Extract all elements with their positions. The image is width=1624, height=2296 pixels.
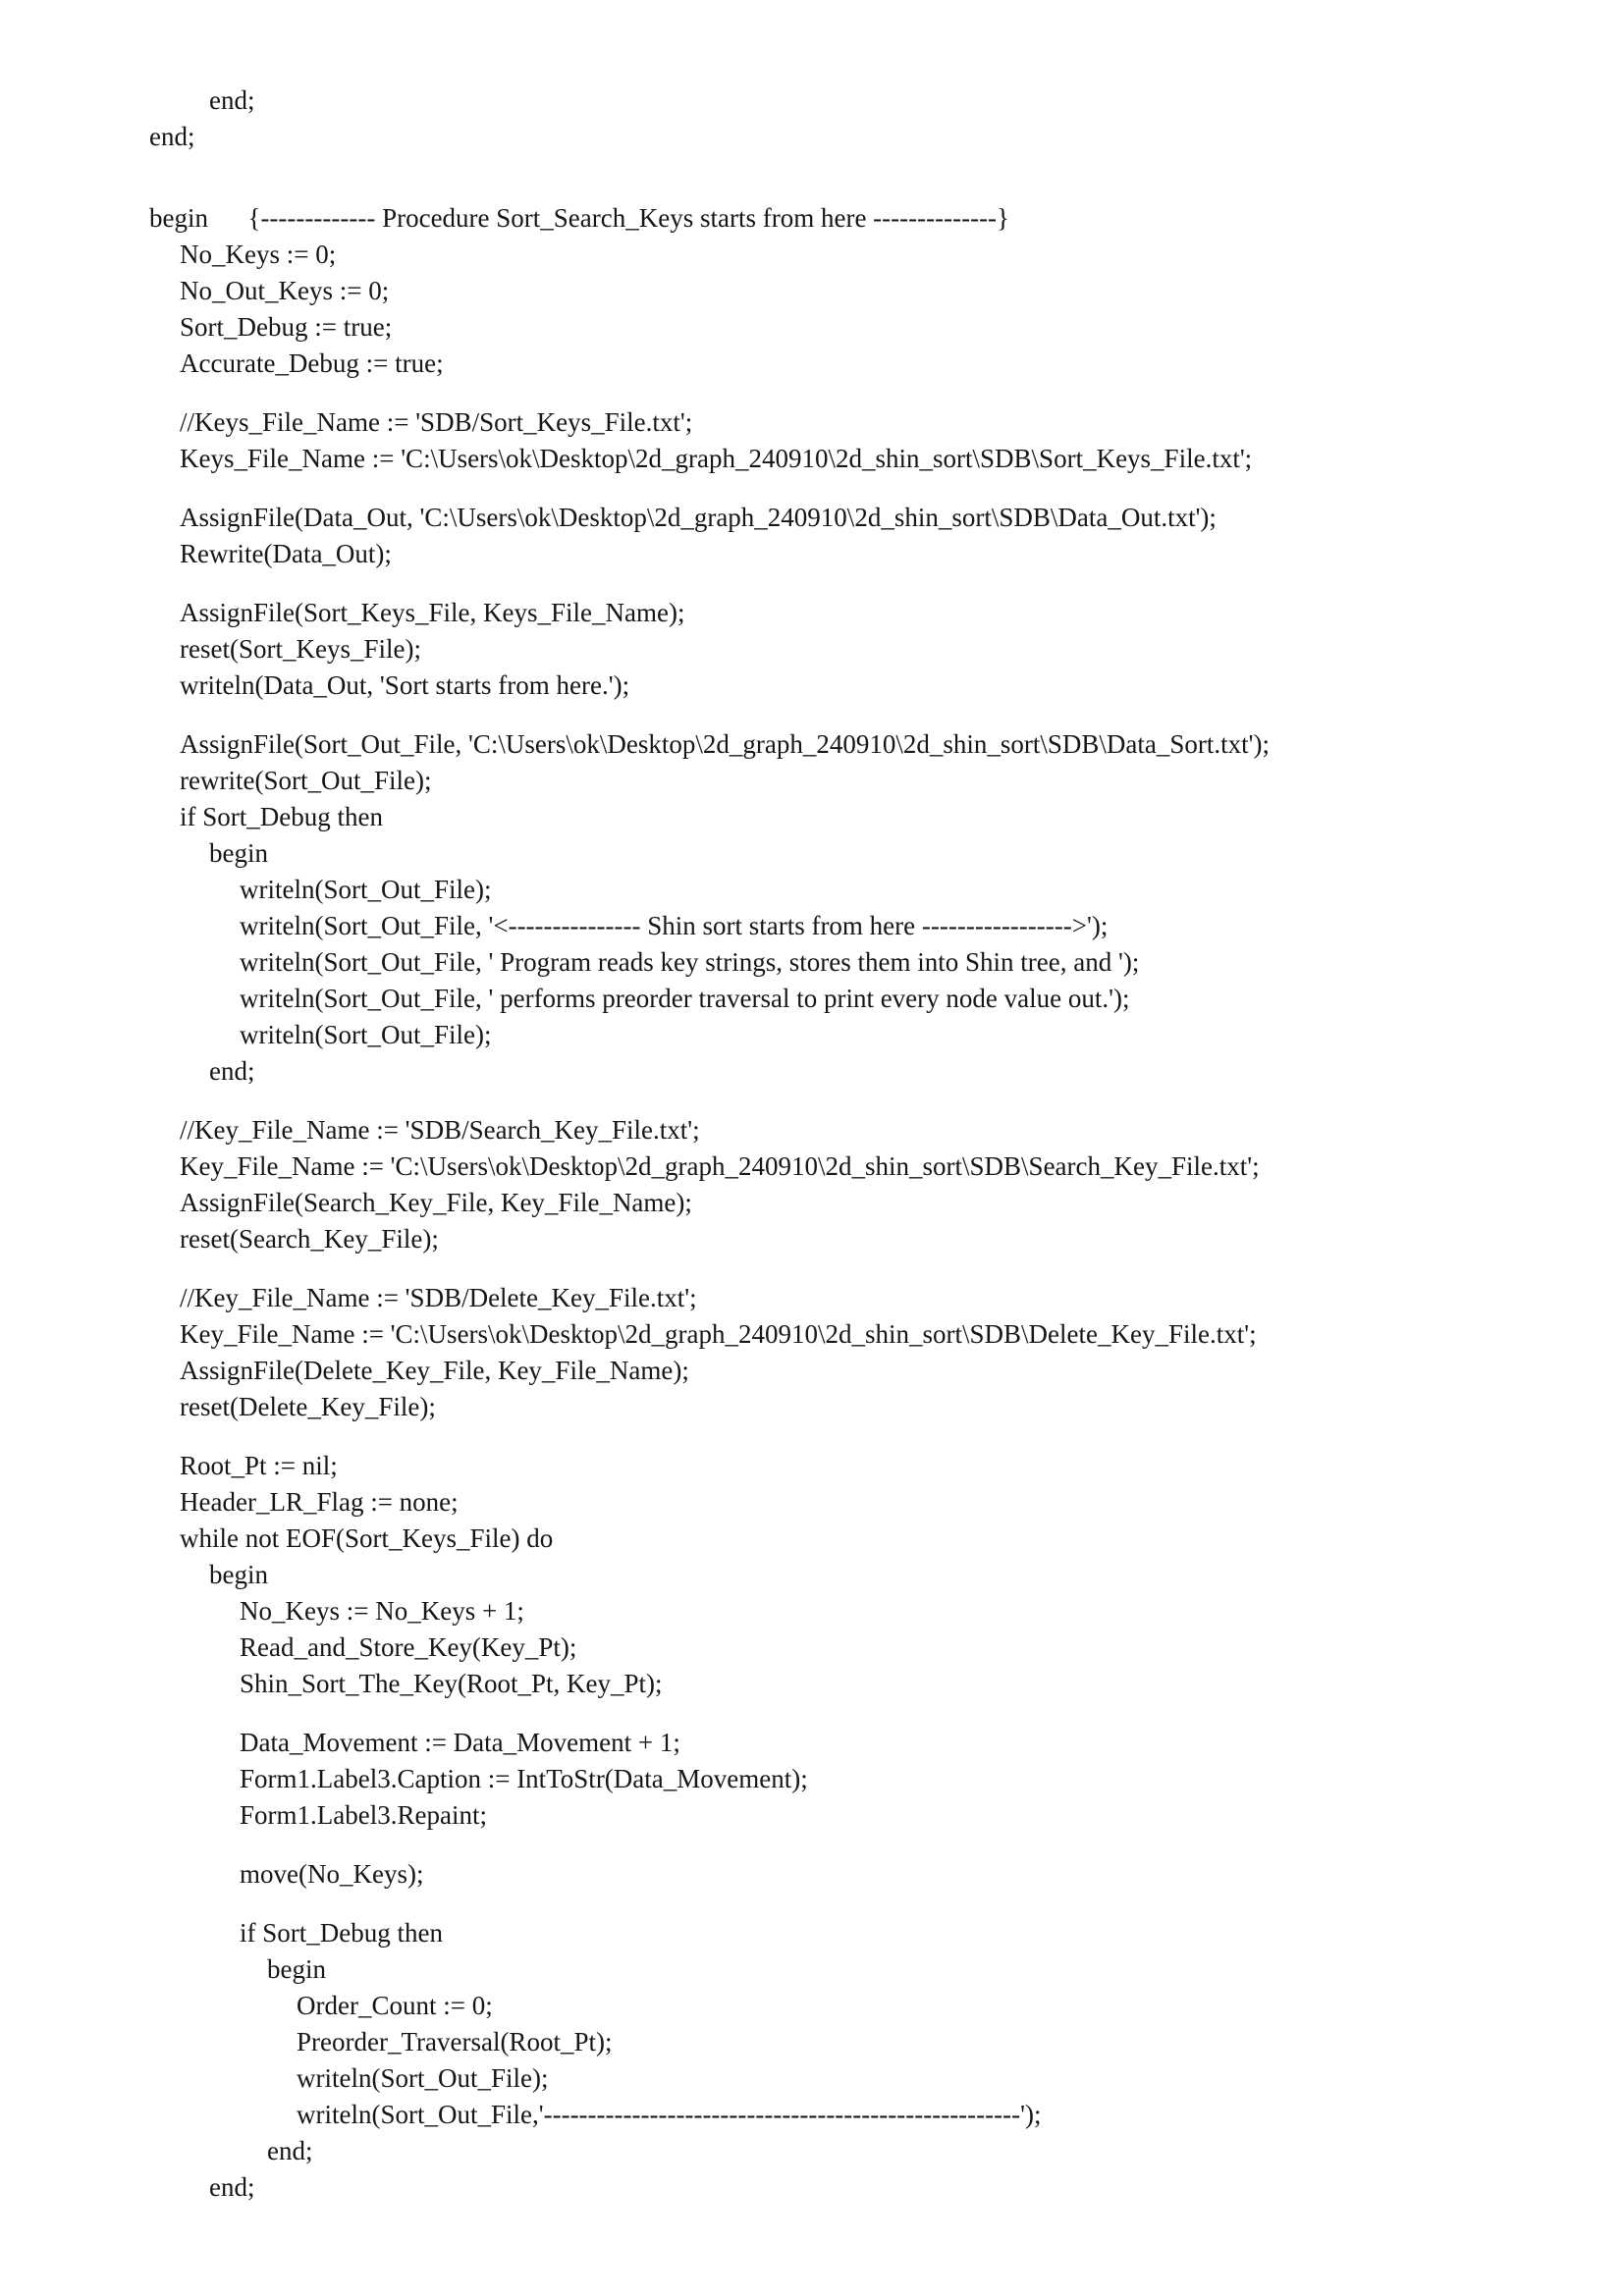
code-line: AssignFile(Data_Out, 'C:\Users\ok\Desktop\2d_graph_240910\2d_shin_sort\SDB\Data_Out.txt'); — [180, 503, 1217, 532]
code-line: Key_File_Name := 'C:\Users\ok\Desktop\2d_graph_240910\2d_shin_sort\SDB\Delete_Key_File.txt'; — [180, 1319, 1257, 1349]
code-blank-line — [0, 178, 1624, 200]
code-line: Read_and_Store_Key(Key_Pt); — [240, 1632, 577, 1662]
code-line: if Sort_Debug then — [240, 1918, 443, 1948]
code-line: Sort_Debug := true; — [180, 312, 393, 342]
code-page — [0, 82, 1624, 2206]
code-line: reset(Search_Key_File); — [180, 1224, 439, 1254]
code-line: Rewrite(Data_Out); — [180, 539, 392, 568]
code-line: end; — [267, 2136, 313, 2165]
code-line: No_Out_Keys := 0; — [180, 276, 390, 305]
code-line: Order_Count := 0; — [297, 1991, 493, 2020]
code-line: reset(Sort_Keys_File); — [180, 634, 421, 664]
code-line: Shin_Sort_The_Key(Root_Pt, Key_Pt); — [240, 1669, 663, 1698]
code-line: No_Keys := No_Keys + 1; — [240, 1596, 524, 1626]
code-blank-line — [0, 1425, 1624, 1448]
code-line: Form1.Label3.Repaint; — [240, 1800, 487, 1830]
code-blank-line — [0, 382, 1624, 404]
code-line: begin — [209, 1560, 268, 1589]
code-line: AssignFile(Sort_Keys_File, Keys_File_Name); — [180, 598, 685, 627]
code-line: end; — [149, 122, 195, 151]
code-line: AssignFile(Search_Key_File, Key_File_Name); — [180, 1188, 692, 1217]
code-blank-line — [0, 572, 1624, 595]
code-blank-line — [0, 477, 1624, 500]
code-line: //Keys_File_Name := 'SDB/Sort_Keys_File.txt'; — [180, 407, 693, 437]
code-blank-line — [0, 704, 1624, 726]
code-line: begin — [209, 838, 268, 868]
code-line: AssignFile(Sort_Out_File, 'C:\Users\ok\Desktop\2d_graph_240910\2d_shin_sort\SDB\Data_Sort.txt'); — [180, 729, 1270, 759]
code-blank-line — [0, 1702, 1624, 1725]
code-line: AssignFile(Delete_Key_File, Key_File_Name); — [180, 1356, 689, 1385]
code-line: begin {------------- Procedure Sort_Search_Keys starts from here --------------} — [149, 203, 1010, 233]
code-line: No_Keys := 0; — [180, 240, 337, 269]
code-line: begin — [267, 1954, 326, 1984]
code-line: writeln(Sort_Out_File, ' Program reads key strings, stores them into Shin tree, and '); — [240, 947, 1140, 977]
code-blank-line — [0, 1893, 1624, 1915]
code-line: //Key_File_Name := 'SDB/Delete_Key_File.txt'; — [180, 1283, 697, 1312]
code-line: Root_Pt := nil; — [180, 1451, 338, 1480]
code-line: if Sort_Debug then — [180, 802, 383, 831]
code-line: writeln(Sort_Out_File); — [240, 1020, 492, 1049]
code-line: while not EOF(Sort_Keys_File) do — [180, 1523, 554, 1553]
code-line: reset(Delete_Key_File); — [180, 1392, 436, 1421]
code-line: writeln(Data_Out, 'Sort starts from here.'); — [180, 670, 630, 700]
code-line: writeln(Sort_Out_File, '<--------------- Shin sort starts from here ----------------->'); — [240, 911, 1109, 940]
code-line: //Key_File_Name := 'SDB/Search_Key_File.txt'; — [180, 1115, 700, 1145]
code-line: end; — [209, 1056, 255, 1086]
code-line: move(No_Keys); — [240, 1859, 424, 1889]
code-line: end; — [209, 85, 255, 115]
code-line: writeln(Sort_Out_File, ' performs preorder traversal to print every node value out.'); — [240, 984, 1130, 1013]
code-line: writeln(Sort_Out_File); — [240, 875, 492, 904]
code-blank-line — [0, 1834, 1624, 1856]
code-line: Key_File_Name := 'C:\Users\ok\Desktop\2d_graph_240910\2d_shin_sort\SDB\Search_Key_File.txt'; — [180, 1151, 1260, 1181]
code-line: Accurate_Debug := true; — [180, 348, 444, 378]
code-line: Form1.Label3.Caption := IntToStr(Data_Movement); — [240, 1764, 808, 1793]
code-line: Header_LR_Flag := none; — [180, 1487, 459, 1517]
code-line: Data_Movement := Data_Movement + 1; — [240, 1728, 680, 1757]
code-line: writeln(Sort_Out_File); — [297, 2063, 549, 2093]
code-line: end; — [209, 2172, 255, 2202]
code-line: Preorder_Traversal(Root_Pt); — [297, 2027, 613, 2056]
code-blank-line — [0, 155, 1624, 178]
code-blank-line — [0, 1257, 1624, 1280]
code-line: rewrite(Sort_Out_File); — [180, 766, 432, 795]
code-line: writeln(Sort_Out_File,'------------------------------------------------------'); — [297, 2100, 1042, 2129]
code-blank-line — [0, 1090, 1624, 1112]
code-line: Keys_File_Name := 'C:\Users\ok\Desktop\2d_graph_240910\2d_shin_sort\SDB\Sort_Keys_File.txt'; — [180, 444, 1253, 473]
